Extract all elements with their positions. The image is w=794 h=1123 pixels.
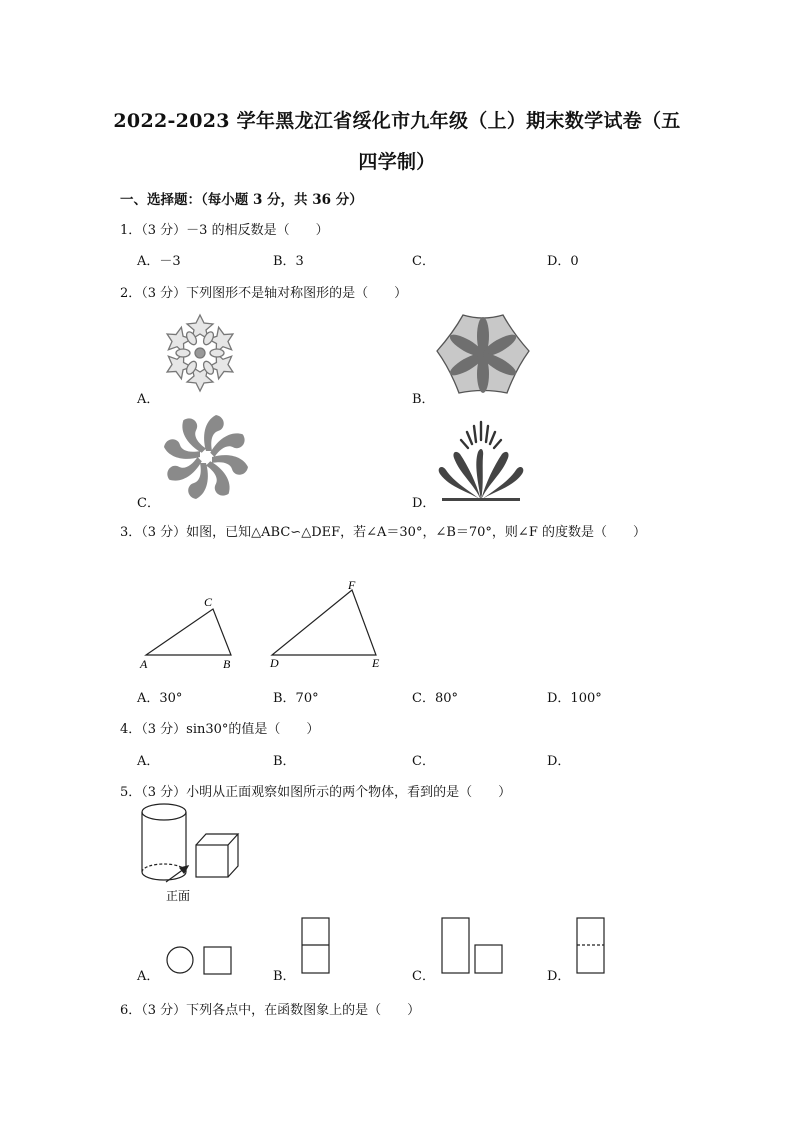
- page-title: 2022-2023 学年黑龙江省绥化市九年级（上）期末数学试卷（五: [113, 110, 681, 132]
- question-3: 3．（3 分）如图，已知△ABC∽△DEF，若∠A＝30°，∠B＝70°，则∠F 的度数是（ ）: [120, 525, 646, 540]
- q2-option-a: A．: [137, 392, 160, 407]
- vertex-label-b: B: [223, 657, 231, 671]
- question-2: 2．（3 分）下列图形不是轴对称图形的是（ ）: [120, 286, 408, 301]
- vertex-label-d: D: [270, 656, 279, 670]
- q2-option-b: B．: [412, 392, 435, 407]
- q1-option-d: D．0: [547, 254, 579, 269]
- snowflake-figure: [157, 310, 243, 396]
- fountain-plant-figure: [434, 412, 528, 504]
- pinwheel-figure: [160, 411, 252, 503]
- q3-option-c: C．80°: [412, 691, 458, 706]
- front-view-label: 正面: [166, 889, 191, 903]
- q5-option-c: C．: [412, 969, 435, 984]
- cylinder-cube-figure: [136, 800, 251, 905]
- q1-option-c: C．: [412, 254, 435, 269]
- q4-option-d: D．: [547, 754, 571, 769]
- q3-option-d: D．100°: [547, 691, 602, 706]
- q2-option-c: C．: [137, 496, 160, 511]
- vertex-label-e: E: [372, 656, 380, 670]
- q3-option-a: A．30°: [137, 691, 183, 706]
- question-5: 5．（3 分）小明从正面观察如图所示的两个物体，看到的是（ ）: [120, 785, 512, 800]
- page-title-cont: 四学制）: [358, 151, 436, 173]
- vertex-label-c: C: [204, 595, 213, 609]
- dashed-rectangle-view: [575, 916, 607, 978]
- stacked-rectangles-view: [300, 916, 332, 978]
- q5-option-b: B．: [273, 969, 296, 984]
- question-4: 4．（3 分）sin30°的值是（ ）: [120, 722, 320, 737]
- circle-square-view: [162, 942, 242, 978]
- question-6: 6．（3 分）下列各点中，在函数图象上的是（ ）: [120, 1003, 421, 1018]
- q1-option-b: B．3: [273, 254, 304, 269]
- hexagon-flower-figure: [436, 311, 530, 399]
- q4-option-b: B．: [273, 754, 296, 769]
- side-by-side-rectangles-view: [440, 916, 506, 978]
- question-1: 1．（3 分）－3 的相反数是（ ）: [120, 223, 329, 238]
- similar-triangles-figure: [136, 578, 396, 674]
- q4-option-c: C．: [412, 754, 435, 769]
- q2-option-d: D．: [412, 496, 436, 511]
- q1-option-a: A．－3: [137, 254, 181, 269]
- q5-option-d: D．: [547, 969, 571, 984]
- q3-option-b: B．70°: [273, 691, 319, 706]
- q5-option-a: A．: [137, 969, 160, 984]
- section-header: 一、选择题：（每小题 3 分，共 36 分）: [120, 192, 363, 208]
- vertex-label-a: A: [140, 657, 148, 671]
- q4-option-a: A．: [137, 754, 160, 769]
- vertex-label-f: F: [348, 578, 356, 592]
